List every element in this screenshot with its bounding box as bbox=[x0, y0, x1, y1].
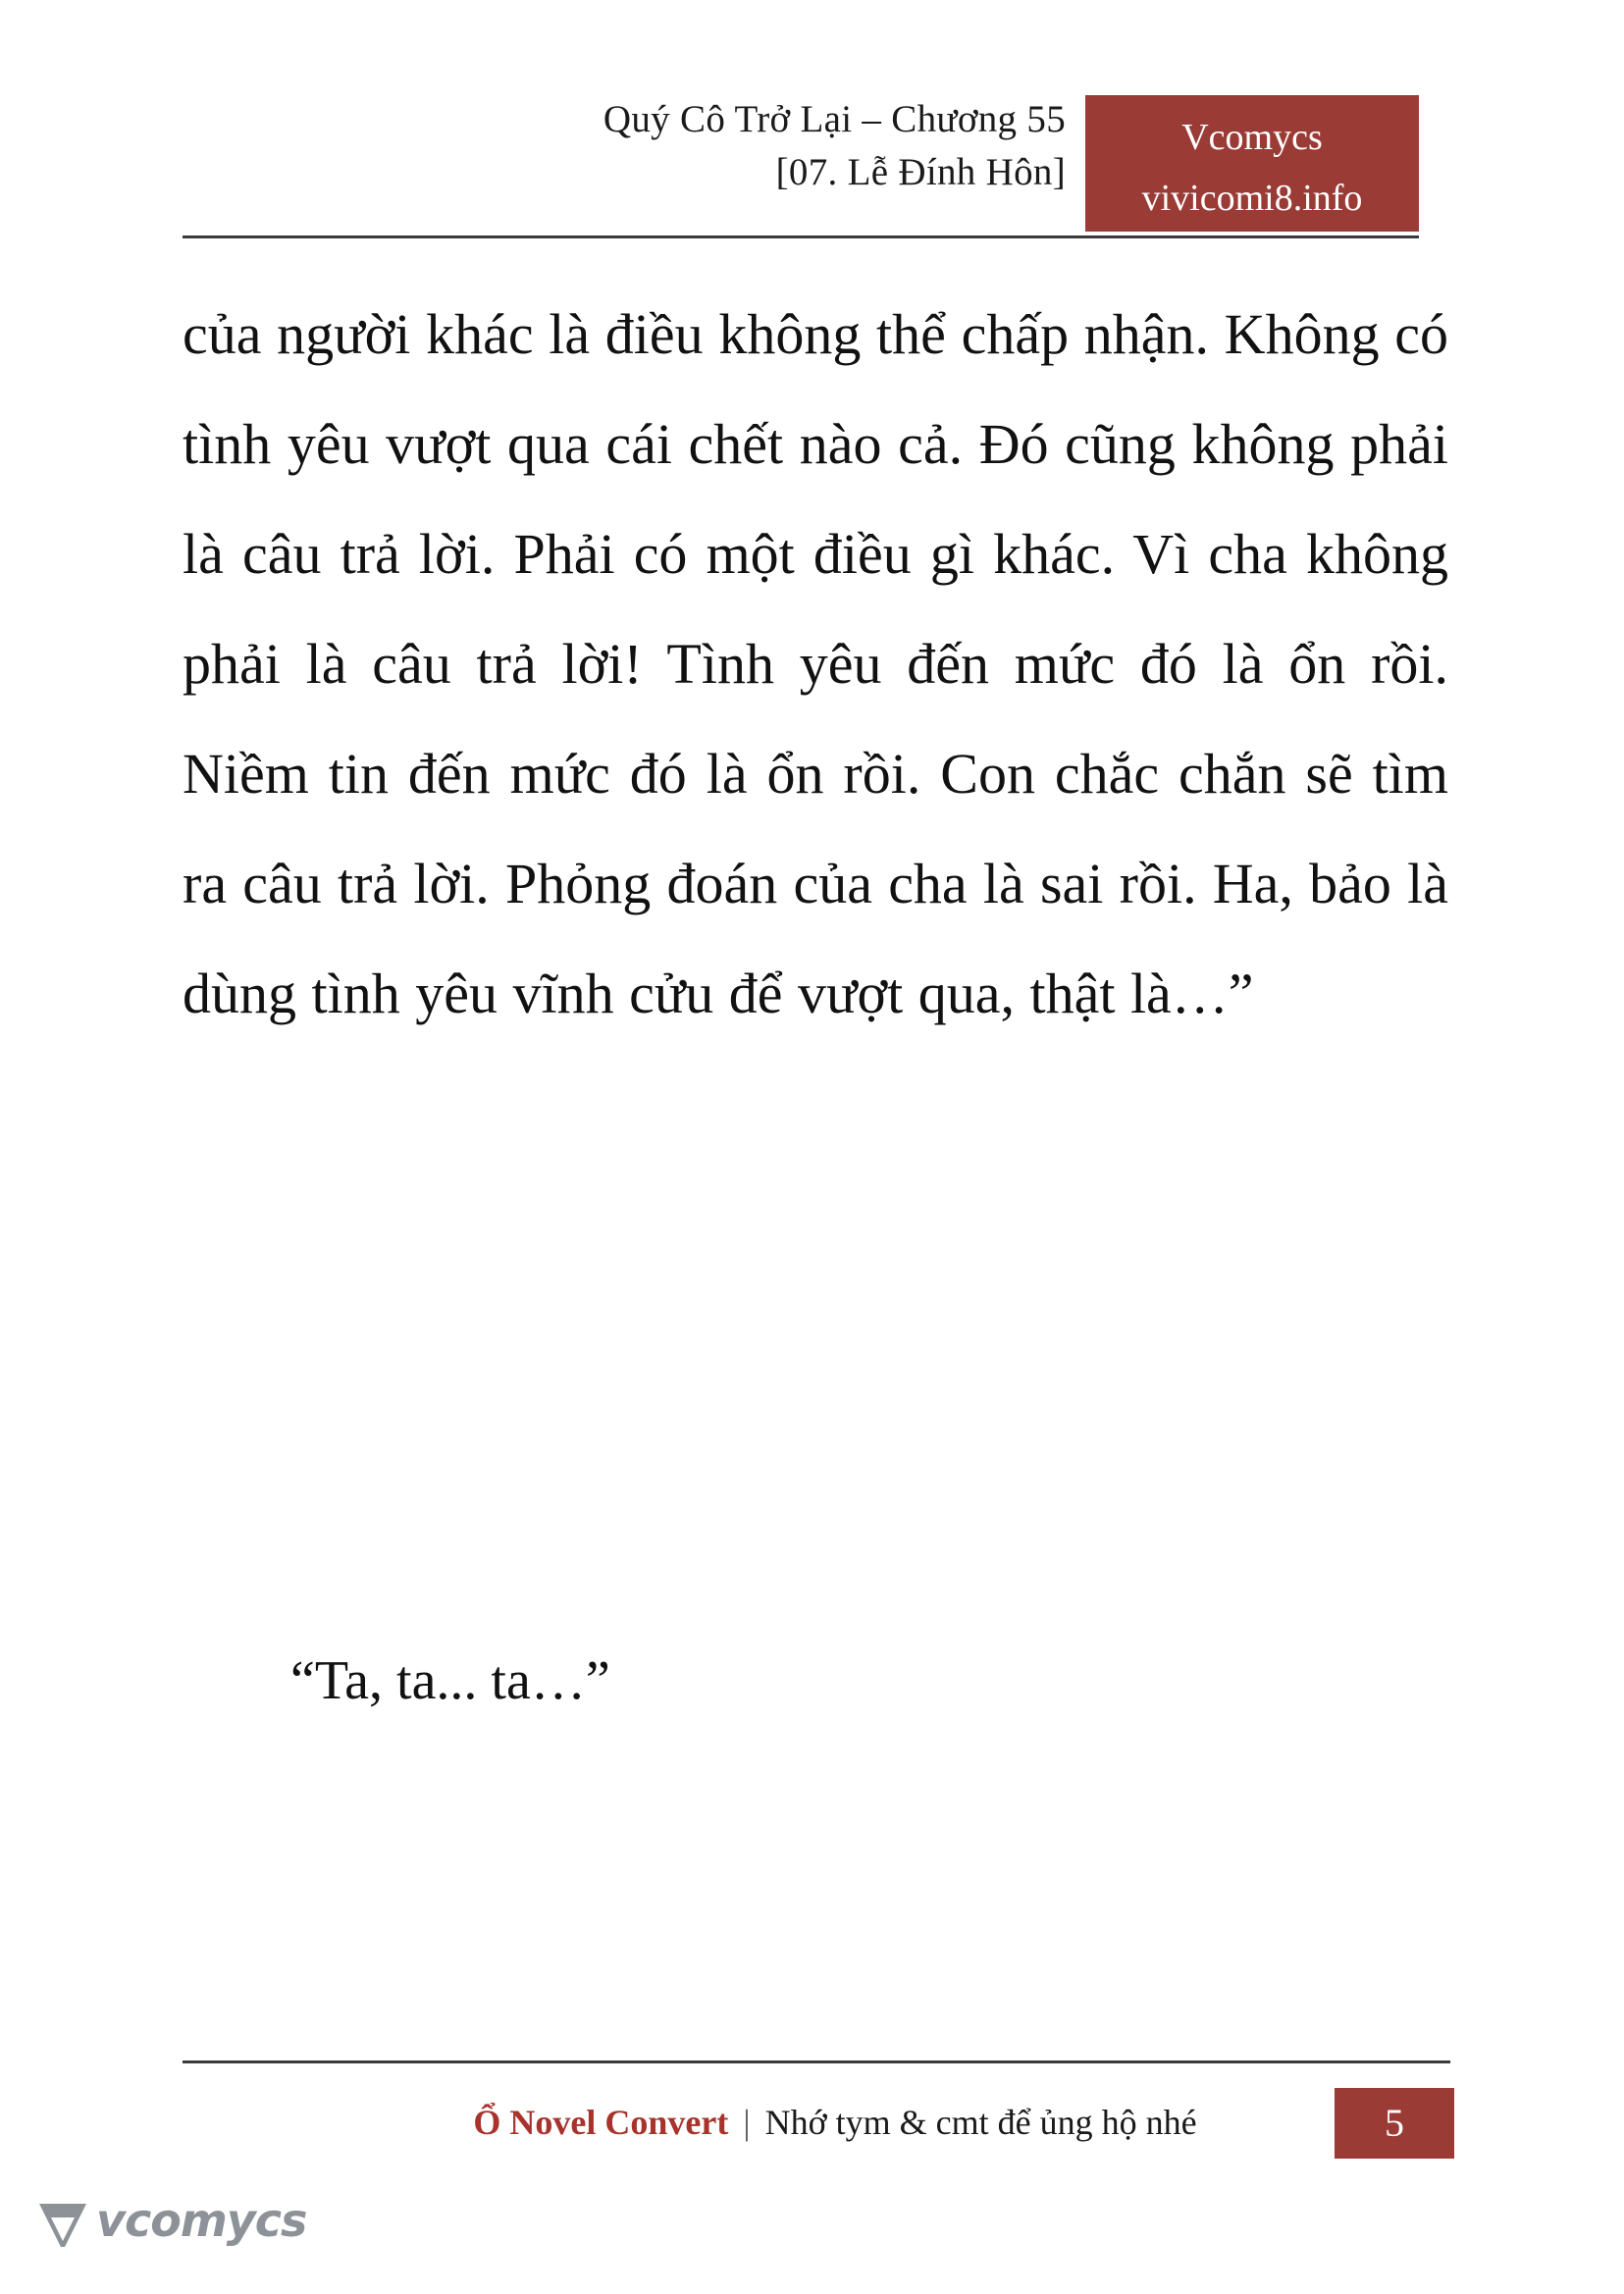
header-title-line2: [07. Lễ Đính Hôn] bbox=[775, 151, 1066, 193]
page-number: 5 bbox=[1335, 2088, 1454, 2159]
site-name: Vcomycs bbox=[1181, 117, 1323, 158]
footer-brand: Ổ Novel Convert bbox=[473, 2103, 729, 2142]
header-divider bbox=[183, 235, 1419, 238]
vcomycs-logo-text: vcomycs bbox=[96, 2194, 307, 2247]
site-watermark-badge bbox=[1085, 95, 1419, 232]
page-header bbox=[183, 93, 1419, 235]
header-title-line1: Quý Cô Trở Lại – Chương 55 bbox=[602, 98, 1066, 140]
site-url: vivicomi8.info bbox=[1141, 178, 1363, 219]
vcomycs-watermark-logo bbox=[37, 2190, 307, 2261]
vcomycs-logo-icon bbox=[37, 2198, 88, 2249]
footer-divider bbox=[183, 2060, 1450, 2063]
paragraph-text: của người khác là điều không thể chấp nhận. Không có tình yêu vượt qua cái chết nào cả. Đó cũng không phải là câu trả lời. Phải có một điều gì khác. Vì cha không phải là câu trả lời! Tình yêu đến mức đó là ổn rồi. Niềm tin đến mức đó là ổn rồi. Con chắc chắn sẽ tìm ra câu trả lời. Phỏng đoán của cha là sai rồi. Ha, bảo là dùng tình yêu vĩnh cửu để vượt qua, thật là…” bbox=[183, 302, 1448, 1025]
page-footer bbox=[183, 2060, 1450, 2168]
footer-note: Nhớ tym & cmt để ủng hộ nhé bbox=[764, 2103, 1197, 2142]
footer-separator: | bbox=[743, 2103, 751, 2142]
body-paragraph bbox=[183, 280, 1448, 1049]
footer-credit bbox=[183, 2088, 1488, 2157]
header-title bbox=[183, 93, 1066, 199]
dialogue-line: “Ta, ta... ta…” bbox=[290, 1650, 610, 1711]
